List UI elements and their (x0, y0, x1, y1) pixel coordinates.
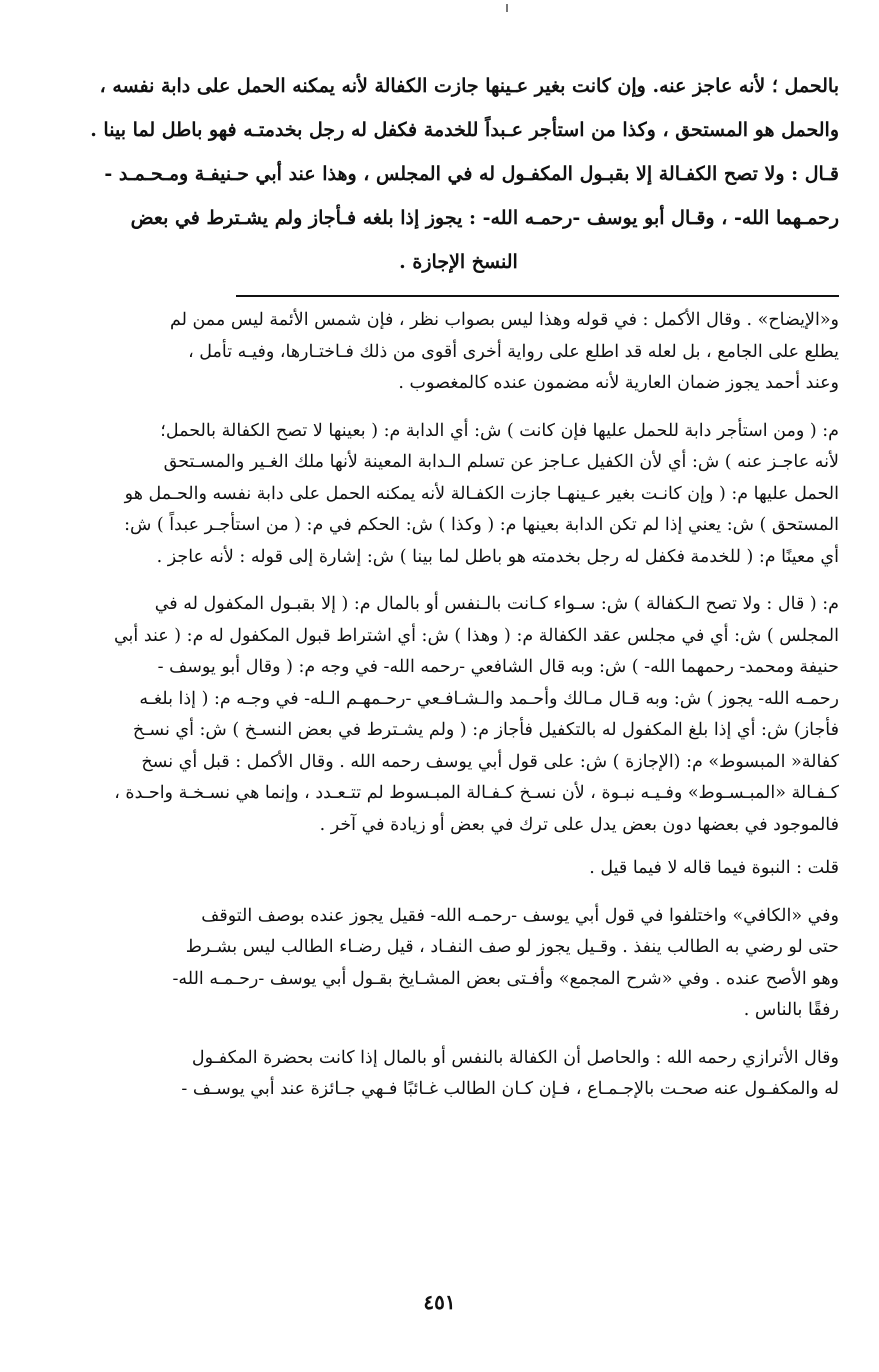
commentary-paragraph (78, 416, 839, 574)
commentary-paragraph (78, 901, 839, 1027)
commentary-paragraph (78, 589, 839, 841)
commentary (78, 305, 839, 1106)
commentary-line: أي معينًا م: ( للخدمة فكفل له رجل بخدمته هو باطل لما بينا ) ش: إشارة إلى قوله : لأنه عاجز . (156, 546, 839, 567)
main-line: قـال : ولا تصح الكفـالة إلا بقبـول المكفـول له في المجلس ، وهذا عند أبي حـنيفـة ومـحـمـد - (104, 163, 839, 185)
commentary-line: فالموجود في بعضها دون بعض يدل على ترك في بعض أو زيادة في آخر . (319, 814, 839, 835)
commentary-line: حنيفة ومحمد- رحمهما الله- ) ش: وبه قال الشافعي -رحمه الله- في وجه م: ( وقال أبو يوسف - (157, 657, 839, 677)
commentary-line: كفالة« المبسوط» م: (الإجازة ) ش: على قول أبي يوسف رحمه الله . وقال الأكمل : قبل أي نسخ (141, 751, 839, 772)
commentary-line: يطلع على الجامع ، بل لعله قد اطلع على رواية أخرى أقوى من ذلك فـاختـارها، وفيـه تأمل ، (188, 341, 839, 362)
commentary-line: رحمـه الله- يجوز ) ش: وبه قـال مـالك وأحـمد والـشـافـعي -رحـمهـم الـله- في وجـه م: ( إذا بلغـه (139, 688, 839, 709)
page-number: ٤٥١ (423, 1290, 456, 1314)
commentary-line: وقال الأترازي رحمه الله : والحاصل أن الكفالة بالنفس أو بالمال إذا كانت بحضرة المكفـول (191, 1047, 839, 1068)
commentary-paragraph (78, 305, 839, 400)
commentary-line: وهو الأصح عنده . وفي «شرح المجمع» وأفـتى بعض المشـايخ بقـول أبي يوسف -رحـمـه الله- (172, 968, 839, 989)
commentary-line: م: ( ومن استأجر دابة للحمل عليها فإن كانت ) ش: أي الدابة م: ( بعينها لا تصح الكفالة بالحمل؛ (160, 420, 839, 441)
commentary-paragraph (78, 853, 839, 885)
commentary-line: م: ( قال : ولا تصح الـكفالة ) ش: سـواء كـانت بالـنفس أو بالمال م: ( إلا بقبـول المكفول له في (154, 594, 839, 614)
commentary-line: المستحق ) ش: يعني إذا لم تكن الدابة بعينها م: ( وكذا ) ش: الحكم في م: ( من استأجـر عبداً ) ش: (124, 515, 839, 535)
commentary-paragraph (78, 1043, 839, 1106)
commentary-line: حتى لو رضي به الطالب ينفذ . وقـيل يجوز لو صف النفـاد ، قيل رضـاء الطالب ليس بشـرط (185, 937, 839, 957)
commentary-line: كـفـالة «المبـسـوط» وفـيـه نبـوة ، لأن نسـخ كـفـالة المبـسوط لم تتـعـدد ، وإنما هي نسـخـة واحـدة ، (114, 783, 839, 803)
commentary-line: لأنه عاجـز عنه ) ش: أي لأن الكفيل عـاجز عن تسلم الـدابة المعينة لأنها ملك الغـير والمسـتحق (163, 452, 839, 472)
commentary-line: و«الإيضاح» . وقال الأكمل : في قوله وهذا ليس بصواب نظر ، فإن شمس الأئمة ليس ممن لم (169, 310, 839, 330)
commentary-line: وعند أحمد يجوز ضمان العارية لأنه مضمون عنده كالمغصوب . (398, 373, 839, 393)
main-line: رحمـهما الله- ، وقـال أبو يوسف -رحمـه الله- : يجوز إذا بلغه فـأجاز ولم يشـترط في بعض (130, 207, 839, 229)
commentary-line: رفقًا بالناس . (743, 1000, 839, 1020)
commentary-line: وفي «الكافي» واختلفوا في قول أبي يوسف -رحمـه الله- فقيل يجوز عنده بوصف التوقف (201, 905, 839, 926)
main-text (78, 64, 839, 284)
main-line: والحمل هو المستحق ، وكذا من استأجر عـبداً للخدمة فكفل له رجل بخدمتـه فهو باطل لما بينا . (90, 119, 839, 141)
main-line: النسخ الإجازة . (399, 251, 518, 273)
commentary-line: المجلس ) ش: أي في مجلس عقد الكفالة م: ( وهذا ) ش: أي اشتراط قبول المكفول له م: ( عند أبي (113, 625, 839, 646)
commentary-line: له والمكفـول عنه صحـت بالإجـمـاع ، فـإن كـان الطالب غـائبًا فـهي جـائزة عند أبي يوسـف - (181, 1079, 839, 1099)
commentary-line: قلت : النبوة فيما قاله لا فيما قيل . (589, 858, 839, 878)
commentary-line: فأجاز) ش: أي إذا بلغ المكفول له بالتكفيل فأجاز م: ( ولم يشـترط في بعض النسـخ ) ش: أي نسـخ (132, 720, 839, 740)
scan-mark (506, 4, 508, 12)
footnote-divider (236, 295, 839, 297)
main-line: بالحمل ؛ لأنه عاجز عنه. وإن كانت بغير عـينها جازت الكفالة لأنه يمكنه الحمل على دابة نفسه ، (99, 75, 839, 97)
commentary-line: الحمل عليها م: ( وإن كانـت بغير عـينهـا جازت الكفـالة لأنه يمكنه الحمل على دابة نفسه والحـمل هو (124, 483, 839, 504)
